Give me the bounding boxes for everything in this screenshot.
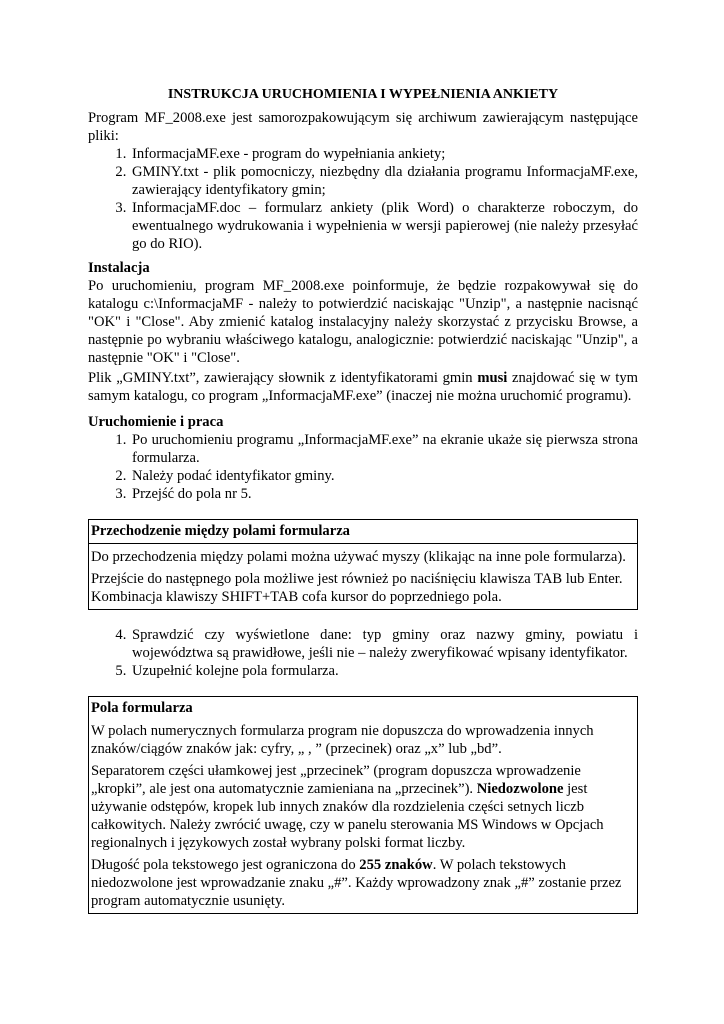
file-item: 1. InformacjaMF.exe - program do wypełniania ankiety; bbox=[130, 145, 638, 163]
fields-text-bold: Niedozwolone bbox=[476, 781, 564, 797]
navigation-box-para: Przejście do następnego pola możliwe jest również po naciśnięciu klawisza TAB lub Enter. Kombinacja klawiszy SHIFT+TAB cofa kursor do poprzedniego pola. bbox=[91, 571, 623, 605]
navigation-box-heading: Przechodzenie między polami formularza bbox=[89, 522, 637, 544]
fields-box-heading: Pola formularza bbox=[91, 700, 193, 716]
file-item: 2. GMINY.txt - plik pomocniczy, niezbędny dla działania programu InformacjaMF.exe, zawierający identyfikatory gmin; bbox=[130, 163, 638, 199]
run-step: 5. Uzupełnić kolejne pola formularza. bbox=[130, 662, 638, 680]
gminy-paragraph bbox=[88, 369, 638, 405]
length-text-a: Długość pola tekstowego jest ograniczona do bbox=[91, 857, 360, 873]
fields-box-para: W polach numerycznych formularza program nie dopuszcza do wprowadzenia innych znaków/ciągów znaków jak: cyfry, „ , ” (przecinek) oraz „x” lub „bd”. bbox=[91, 723, 594, 757]
gminy-text-bold: musi bbox=[477, 370, 508, 386]
intro-paragraph: Program MF_2008.exe jest samorozpakowującym się archiwum zawierającym następujące pliki: bbox=[88, 110, 638, 144]
length-text-b: . W polach tekstowych niedozwolone jest wprowadzanie znaku „#”. Każdy wprowadzony znak „#” zostanie przez program automatycznie usunięty. bbox=[91, 857, 622, 909]
file-item: 3. InformacjaMF.doc – formularz ankiety (plik Word) o charakterze roboczym, do ewentualnego wydrukowania i wypełnienia w wersji papierowej (nie należy przesyłać go do RIO). bbox=[130, 199, 638, 253]
fields-box-para bbox=[89, 762, 637, 852]
install-paragraph: Po uruchomieniu, program MF_2008.exe poinformuje, że będzie rozpakowywał się do katalogu c:\InformacjaMF - należy to potwierdzić naciskając "Unzip", a następnie nacisnąć "OK" i "Close". Aby zmienić katalog instalacyjny należy skorzystać z przycisku Browse, a następnie po wybraniu właściwego katalogu, analogicznie: potwierdzić naciskając "Unzip", a następnie "OK" i "Close". bbox=[88, 278, 638, 366]
fields-box-para bbox=[89, 856, 637, 910]
fields-text-a: Separatorem części ułamkowej jest „przecinek” (program dopuszcza wprowadzenie „kropki”, ale jest ona automatycznie zamieniana na „przecinek”). bbox=[91, 763, 581, 797]
install-heading: Instalacja bbox=[88, 260, 150, 276]
run-steps-list bbox=[88, 431, 638, 503]
run-step: 3. Przejść do pola nr 5. bbox=[130, 485, 638, 503]
run-steps-list-continued bbox=[88, 626, 638, 680]
run-step: 2. Należy podać identyfikator gminy. bbox=[130, 467, 638, 485]
gminy-text-b: znajdować się w tym samym katalogu, co program „InformacjaMF.exe” (inaczej nie można uruchomić programu). bbox=[88, 370, 638, 404]
run-heading: Uruchomienie i praca bbox=[88, 414, 224, 430]
run-step: 1. Po uruchomieniu programu „InformacjaMF.exe” na ekranie ukaże się pierwsza strona formularza. bbox=[130, 431, 638, 467]
document-title: INSTRUKCJA URUCHOMIENIA I WYPEŁNIENIA ANKIETY bbox=[167, 87, 559, 102]
navigation-box bbox=[88, 519, 638, 610]
files-list bbox=[88, 145, 638, 253]
gminy-text-a: Plik „GMINY.txt”, zawierający słownik z identyfikatorami gmin bbox=[88, 370, 478, 386]
document-page bbox=[88, 86, 638, 914]
length-text-bold: 255 znaków bbox=[359, 857, 433, 873]
run-step: 4. Sprawdzić czy wyświetlone dane: typ gminy oraz nazwy gminy, powiatu i województwa są prawidłowe, jeśli nie – należy zweryfikować wpisany identyfikator. bbox=[130, 626, 638, 662]
fields-text-b: jest używanie odstępów, kropek lub innych znaków dla rozdzielenia części setnych liczb całkowitych. Należy zwrócić uwagę, czy w panelu sterowania MS Windows w Opcjach regionalnych i językowych został wybrany polski format liczby. bbox=[91, 781, 604, 851]
fields-box bbox=[88, 696, 638, 914]
navigation-box-para: Do przechodzenia między polami można używać myszy (klikając na inne pole formularza). bbox=[91, 549, 626, 565]
